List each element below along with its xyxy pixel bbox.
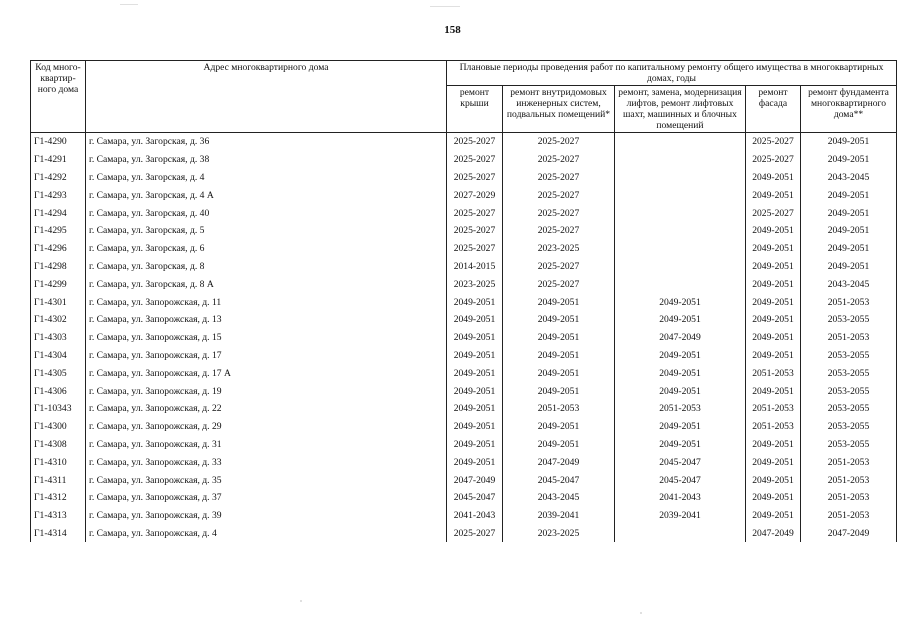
cell-code: Г1-4310 (31, 453, 86, 471)
cell-systems: 2025-2027 (503, 133, 615, 151)
cell-roof: 2049-2051 (447, 293, 503, 311)
cell-facade: 2049-2051 (746, 240, 801, 258)
cell-foundation: 2051-2053 (801, 489, 897, 507)
cell-roof: 2049-2051 (447, 311, 503, 329)
cell-code: Г1-4293 (31, 186, 86, 204)
cell-address: г. Самара, ул. Загорская, д. 38 (86, 151, 447, 169)
cell-roof: 2049-2051 (447, 453, 503, 471)
cell-facade: 2049-2051 (746, 258, 801, 276)
cell-roof: 2049-2051 (447, 418, 503, 436)
table-row (31, 347, 897, 365)
cell-facade: 2051-2053 (746, 418, 801, 436)
cell-systems: 2049-2051 (503, 329, 615, 347)
cell-systems: 2039-2041 (503, 507, 615, 525)
cell-code: Г1-4296 (31, 240, 86, 258)
cell-systems: 2049-2051 (503, 311, 615, 329)
repair-schedule-table (30, 60, 897, 542)
cell-elevators (615, 169, 746, 187)
table-row (31, 525, 897, 543)
cell-code: Г1-4306 (31, 382, 86, 400)
cell-elevators: 2041-2043 (615, 489, 746, 507)
cell-foundation: 2049-2051 (801, 258, 897, 276)
cell-code: Г1-4299 (31, 275, 86, 293)
cell-code: Г1-4300 (31, 418, 86, 436)
cell-facade: 2025-2027 (746, 133, 801, 151)
cell-code: Г1-4295 (31, 222, 86, 240)
table-row (31, 400, 897, 418)
cell-foundation: 2049-2051 (801, 186, 897, 204)
cell-code: Г1-4305 (31, 364, 86, 382)
page-number: 158 (444, 24, 461, 36)
cell-facade: 2049-2051 (746, 222, 801, 240)
cell-elevators: 2039-2041 (615, 507, 746, 525)
cell-facade: 2049-2051 (746, 453, 801, 471)
cell-systems: 2025-2027 (503, 222, 615, 240)
cell-foundation: 2053-2055 (801, 364, 897, 382)
cell-systems: 2025-2027 (503, 151, 615, 169)
cell-code: Г1-4311 (31, 471, 86, 489)
cell-roof: 2025-2027 (447, 222, 503, 240)
cell-foundation: 2049-2051 (801, 133, 897, 151)
cell-roof: 2014-2015 (447, 258, 503, 276)
cell-address: г. Самара, ул. Запорожская, д. 4 (86, 525, 447, 543)
table-row (31, 186, 897, 204)
cell-address: г. Самара, ул. Запорожская, д. 39 (86, 507, 447, 525)
table-body (31, 133, 897, 543)
table-row (31, 436, 897, 454)
scan-speck (640, 612, 642, 614)
cell-elevators: 2049-2051 (615, 293, 746, 311)
cell-systems: 2049-2051 (503, 293, 615, 311)
cell-address: г. Самара, ул. Загорская, д. 8 А (86, 275, 447, 293)
cell-address: г. Самара, ул. Запорожская, д. 17 (86, 347, 447, 365)
header-systems: ремонт внутридомовых инженерных систем, подвальных помещений* (503, 86, 615, 133)
cell-code: Г1-10343 (31, 400, 86, 418)
cell-roof: 2045-2047 (447, 489, 503, 507)
cell-foundation: 2053-2055 (801, 400, 897, 418)
header-code: Код много-квартир-ного дома (31, 61, 86, 133)
cell-elevators (615, 222, 746, 240)
table-row (31, 240, 897, 258)
cell-systems: 2047-2049 (503, 453, 615, 471)
cell-foundation: 2051-2053 (801, 507, 897, 525)
cell-roof: 2049-2051 (447, 347, 503, 365)
cell-systems: 2025-2027 (503, 169, 615, 187)
cell-systems: 2049-2051 (503, 382, 615, 400)
cell-elevators (615, 186, 746, 204)
cell-address: г. Самара, ул. Загорская, д. 4 (86, 169, 447, 187)
cell-facade: 2025-2027 (746, 151, 801, 169)
table-row (31, 453, 897, 471)
cell-address: г. Самара, ул. Загорская, д. 8 (86, 258, 447, 276)
cell-code: Г1-4298 (31, 258, 86, 276)
cell-systems: 2025-2027 (503, 186, 615, 204)
cell-systems: 2049-2051 (503, 436, 615, 454)
scan-speck (300, 600, 302, 602)
cell-facade: 2049-2051 (746, 382, 801, 400)
table-row (31, 382, 897, 400)
header-facade: ремонт фасада (746, 86, 801, 133)
cell-roof: 2049-2051 (447, 329, 503, 347)
table-row (31, 151, 897, 169)
cell-systems: 2049-2051 (503, 347, 615, 365)
cell-roof: 2047-2049 (447, 471, 503, 489)
table-row (31, 169, 897, 187)
cell-foundation: 2053-2055 (801, 382, 897, 400)
cell-roof: 2025-2027 (447, 151, 503, 169)
cell-foundation: 2053-2055 (801, 311, 897, 329)
cell-systems: 2049-2051 (503, 364, 615, 382)
cell-elevators (615, 240, 746, 258)
cell-systems: 2025-2027 (503, 275, 615, 293)
cell-roof: 2049-2051 (447, 364, 503, 382)
cell-elevators: 2051-2053 (615, 400, 746, 418)
cell-elevators: 2049-2051 (615, 364, 746, 382)
cell-roof: 2049-2051 (447, 436, 503, 454)
cell-facade: 2051-2053 (746, 364, 801, 382)
cell-roof: 2023-2025 (447, 275, 503, 293)
cell-facade: 2051-2053 (746, 400, 801, 418)
table-row (31, 222, 897, 240)
cell-elevators (615, 204, 746, 222)
cell-foundation: 2053-2055 (801, 347, 897, 365)
cell-roof: 2025-2027 (447, 169, 503, 187)
cell-code: Г1-4302 (31, 311, 86, 329)
cell-address: г. Самара, ул. Запорожская, д. 11 (86, 293, 447, 311)
cell-roof: 2027-2029 (447, 186, 503, 204)
cell-facade: 2049-2051 (746, 186, 801, 204)
cell-code: Г1-4292 (31, 169, 86, 187)
table-row (31, 275, 897, 293)
cell-foundation: 2051-2053 (801, 453, 897, 471)
cell-address: г. Самара, ул. Загорская, д. 36 (86, 133, 447, 151)
table-row (31, 471, 897, 489)
cell-address: г. Самара, ул. Запорожская, д. 19 (86, 382, 447, 400)
header-roof: ремонт крыши (447, 86, 503, 133)
cell-elevators (615, 525, 746, 543)
cell-code: Г1-4304 (31, 347, 86, 365)
cell-foundation: 2051-2053 (801, 471, 897, 489)
table-row (31, 133, 897, 151)
cell-address: г. Самара, ул. Запорожская, д. 37 (86, 489, 447, 507)
cell-code: Г1-4303 (31, 329, 86, 347)
cell-facade: 2049-2051 (746, 489, 801, 507)
table-row (31, 364, 897, 382)
cell-facade: 2049-2051 (746, 169, 801, 187)
cell-roof: 2025-2027 (447, 133, 503, 151)
header-periods: Плановые периоды проведения работ по капитальному ремонту общего имущества в многоквартирных домах, годы (447, 61, 897, 86)
table-header (31, 61, 897, 133)
cell-address: г. Самара, ул. Загорская, д. 6 (86, 240, 447, 258)
header-address: Адрес многоквартирного дома (86, 61, 447, 133)
cell-code: Г1-4290 (31, 133, 86, 151)
cell-foundation: 2049-2051 (801, 204, 897, 222)
cell-roof: 2049-2051 (447, 382, 503, 400)
cell-address: г. Самара, ул. Запорожская, д. 31 (86, 436, 447, 454)
cell-foundation: 2043-2045 (801, 169, 897, 187)
cell-systems: 2051-2053 (503, 400, 615, 418)
cell-roof: 2025-2027 (447, 204, 503, 222)
cell-elevators: 2049-2051 (615, 347, 746, 365)
table-row (31, 489, 897, 507)
cell-facade: 2049-2051 (746, 329, 801, 347)
header-foundation: ремонт фундамента многоквартирного дома** (801, 86, 897, 133)
cell-foundation: 2053-2055 (801, 418, 897, 436)
cell-roof: 2049-2051 (447, 400, 503, 418)
header-elevators: ремонт, замена, модернизация лифтов, ремонт лифтовых шахт, машинных и блочных помещений (615, 86, 746, 133)
table-row (31, 293, 897, 311)
cell-address: г. Самара, ул. Загорская, д. 5 (86, 222, 447, 240)
cell-code: Г1-4291 (31, 151, 86, 169)
cell-facade: 2049-2051 (746, 293, 801, 311)
cell-address: г. Самара, ул. Запорожская, д. 15 (86, 329, 447, 347)
cell-elevators: 2047-2049 (615, 329, 746, 347)
cell-systems: 2049-2051 (503, 418, 615, 436)
cell-facade: 2049-2051 (746, 275, 801, 293)
cell-elevators (615, 258, 746, 276)
scan-speck (120, 4, 138, 5)
cell-roof: 2025-2027 (447, 240, 503, 258)
cell-address: г. Самара, ул. Запорожская, д. 35 (86, 471, 447, 489)
cell-facade: 2049-2051 (746, 471, 801, 489)
table-row (31, 204, 897, 222)
cell-address: г. Самара, ул. Загорская, д. 40 (86, 204, 447, 222)
scan-speck (430, 6, 460, 7)
cell-facade: 2049-2051 (746, 436, 801, 454)
cell-facade: 2047-2049 (746, 525, 801, 543)
cell-facade: 2025-2027 (746, 204, 801, 222)
table-row (31, 258, 897, 276)
cell-foundation: 2047-2049 (801, 525, 897, 543)
cell-elevators: 2049-2051 (615, 436, 746, 454)
table-row (31, 507, 897, 525)
cell-elevators (615, 275, 746, 293)
cell-foundation: 2049-2051 (801, 151, 897, 169)
table-row (31, 418, 897, 436)
cell-code: Г1-4308 (31, 436, 86, 454)
cell-address: г. Самара, ул. Запорожская, д. 22 (86, 400, 447, 418)
cell-address: г. Самара, ул. Запорожская, д. 13 (86, 311, 447, 329)
cell-systems: 2023-2025 (503, 525, 615, 543)
cell-foundation: 2049-2051 (801, 240, 897, 258)
cell-roof: 2041-2043 (447, 507, 503, 525)
cell-elevators: 2045-2047 (615, 471, 746, 489)
cell-code: Г1-4313 (31, 507, 86, 525)
cell-facade: 2049-2051 (746, 347, 801, 365)
cell-systems: 2025-2027 (503, 204, 615, 222)
cell-foundation: 2053-2055 (801, 436, 897, 454)
cell-elevators (615, 133, 746, 151)
cell-code: Г1-4314 (31, 525, 86, 543)
cell-foundation: 2043-2045 (801, 275, 897, 293)
cell-elevators: 2045-2047 (615, 453, 746, 471)
cell-facade: 2049-2051 (746, 507, 801, 525)
cell-roof: 2025-2027 (447, 525, 503, 543)
cell-elevators: 2049-2051 (615, 311, 746, 329)
cell-elevators: 2049-2051 (615, 418, 746, 436)
cell-systems: 2023-2025 (503, 240, 615, 258)
cell-elevators: 2049-2051 (615, 382, 746, 400)
cell-address: г. Самара, ул. Запорожская, д. 33 (86, 453, 447, 471)
cell-systems: 2025-2027 (503, 258, 615, 276)
cell-address: г. Самара, ул. Запорожская, д. 17 А (86, 364, 447, 382)
table-row (31, 311, 897, 329)
cell-code: Г1-4312 (31, 489, 86, 507)
cell-systems: 2043-2045 (503, 489, 615, 507)
cell-code: Г1-4301 (31, 293, 86, 311)
cell-facade: 2049-2051 (746, 311, 801, 329)
cell-elevators (615, 151, 746, 169)
cell-code: Г1-4294 (31, 204, 86, 222)
cell-systems: 2045-2047 (503, 471, 615, 489)
cell-address: г. Самара, ул. Загорская, д. 4 А (86, 186, 447, 204)
cell-address: г. Самара, ул. Запорожская, д. 29 (86, 418, 447, 436)
cell-foundation: 2049-2051 (801, 222, 897, 240)
table-row (31, 329, 897, 347)
cell-foundation: 2051-2053 (801, 329, 897, 347)
cell-foundation: 2051-2053 (801, 293, 897, 311)
